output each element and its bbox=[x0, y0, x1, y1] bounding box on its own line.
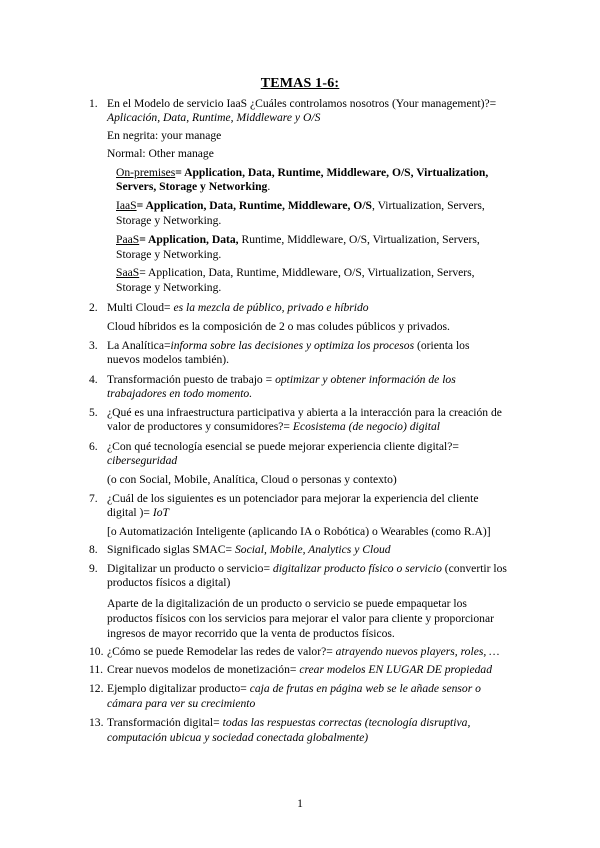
item-number-1: 1. bbox=[89, 97, 98, 110]
q1-iaas-line-2: Storage y Networking. bbox=[116, 214, 222, 227]
q13-answer-2: computación ubicua y sociedad conectada globalmente) bbox=[107, 731, 369, 744]
q1-paas-line: PaaS= Application, Data, Runtime, Middleware, O/S, Virtualization, Servers, bbox=[116, 233, 480, 246]
item-number-6: 6. bbox=[89, 440, 98, 453]
q11-question: Crear nuevos modelos de monetización= crear modelos EN LUGAR DE propiedad bbox=[107, 663, 492, 676]
item-number-9: 9. bbox=[89, 562, 98, 575]
q12-question: Ejemplo digitalizar producto= caja de frutas en página web se le añade sensor o bbox=[107, 682, 481, 695]
q9-note-2: productos físicos con los servicios para mejorar el valor para cliente y proporcionar bbox=[107, 612, 494, 625]
q12-answer-2: cámara para ver su crecimiento bbox=[107, 697, 256, 710]
q3-question: La Analítica=informa sobre las decisiones y optimiza los procesos (orienta los bbox=[107, 339, 470, 352]
q4-answer-2: trabajadores en todo momento. bbox=[107, 387, 253, 400]
item-number-13: 13. bbox=[89, 716, 104, 729]
q1-saas-line-2: Storage y Networking. bbox=[116, 281, 222, 294]
q9-note-3: ingresos de mayor recorrido que la venta de productos físicos. bbox=[107, 627, 395, 640]
q7-question-2: digital )= IoT bbox=[107, 506, 169, 519]
item-number-2: 2. bbox=[89, 301, 98, 314]
q6-note: (o con Social, Mobile, Analítica, Cloud o personas y contexto) bbox=[107, 473, 397, 486]
q1-paas-line-2: Storage y Networking. bbox=[116, 248, 222, 261]
q6-question: ¿Con qué tecnología esencial se puede mejorar experiencia cliente digital?= bbox=[107, 440, 459, 453]
page-number: 1 bbox=[297, 797, 303, 810]
q1-onpremises-line-2: Servers, Storage y Networking. bbox=[116, 180, 271, 193]
page-title: TEMAS 1-6: bbox=[260, 76, 340, 91]
q1-bold-note: En negrita: your manage bbox=[107, 129, 222, 142]
q10-question: ¿Cómo se puede Remodelar las redes de valor?= atrayendo nuevos players, roles, … bbox=[107, 645, 500, 658]
q9-note-1: Aparte de la digitalización de un producto o servicio se puede empaquetar los bbox=[107, 597, 467, 610]
q9-question: Digitalizar un producto o servicio= digitalizar producto físico o servicio (convertir los bbox=[107, 562, 507, 575]
item-number-4: 4. bbox=[89, 373, 98, 386]
q2-question: Multi Cloud= es la mezcla de público, privado e híbrido bbox=[107, 301, 369, 314]
q1-iaas-line: IaaS= Application, Data, Runtime, Middleware, O/S, Virtualization, Servers, bbox=[116, 199, 485, 212]
q13-question: Transformación digital= todas las respuestas correctas (tecnología disruptiva, bbox=[107, 716, 471, 729]
item-number-10: 10. bbox=[89, 645, 104, 658]
q5-question: ¿Qué es una infraestructura participativa y abierta a la interacción para la creación de bbox=[107, 406, 502, 419]
q1-onpremises-line: On-premises= Application, Data, Runtime, Middleware, O/S, Virtualization, bbox=[116, 166, 489, 179]
q9-question-2: productos físicos a digital) bbox=[107, 576, 231, 589]
q1-saas-line: SaaS= Application, Data, Runtime, Middleware, O/S, Virtualization, Servers, bbox=[116, 266, 475, 279]
item-number-7: 7. bbox=[89, 492, 98, 505]
q2-note: Cloud híbridos es la composición de 2 o mas coludes públicos y privados. bbox=[107, 320, 450, 333]
q6-answer: ciberseguridad bbox=[107, 454, 178, 467]
item-number-8: 8. bbox=[89, 543, 98, 556]
item-number-11: 11. bbox=[89, 663, 104, 676]
item-number-5: 5. bbox=[89, 406, 98, 419]
q5-question-2: valor de productores y consumidores?= Ecosistema (de negocio) digital bbox=[107, 420, 441, 433]
q7-question: ¿Cuál de los siguientes es un potenciador para mejorar la experiencia del cliente bbox=[107, 492, 479, 505]
q7-note: [o Automatización Inteligente (aplicando IA o Robótica) o Wearables (como R.A)] bbox=[107, 525, 491, 538]
q1-question: En el Modelo de servicio IaaS ¿Cuáles controlamos nosotros (Your management)?= bbox=[107, 97, 497, 110]
q1-answer: Aplicación, Data, Runtime, Middleware y O/S bbox=[107, 111, 321, 124]
item-number-12: 12. bbox=[89, 682, 104, 695]
q4-question: Transformación puesto de trabajo = optimizar y obtener información de los bbox=[107, 373, 456, 386]
q3-question-2: nuevos modelos también). bbox=[107, 353, 230, 366]
q8-question: Significado siglas SMAC= Social, Mobile, Analytics y Cloud bbox=[107, 543, 391, 556]
item-number-3: 3. bbox=[89, 339, 98, 352]
q1-normal-note: Normal: Other manage bbox=[107, 147, 214, 160]
